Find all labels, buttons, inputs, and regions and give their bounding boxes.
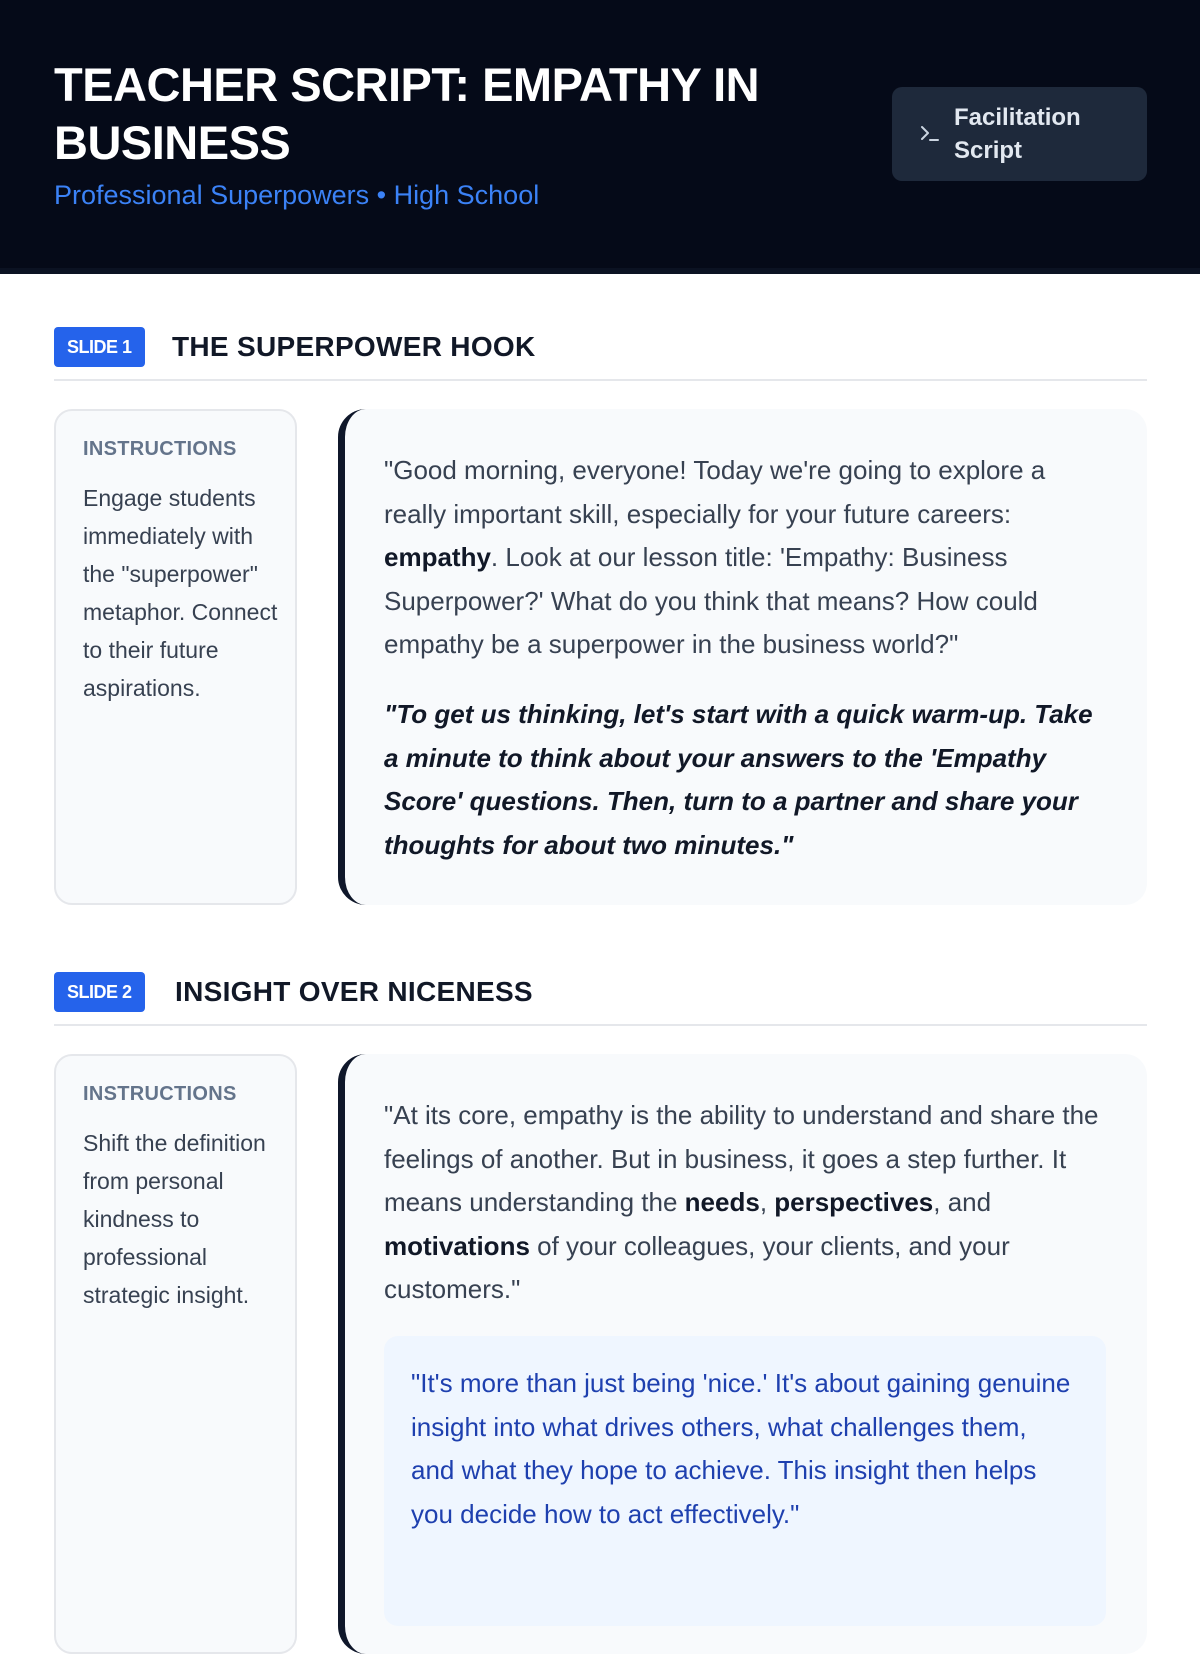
instructions-text: Shift the definition from personal kindness to professional strategic insight.: [83, 1130, 266, 1308]
page-subtitle: Professional Superpowers • High School: [54, 180, 540, 210]
page-title: TEACHER SCRIPT: EMPATHY IN BUSINESS: [54, 58, 760, 169]
terminal-icon: [918, 121, 942, 145]
slide-number-pill: SLIDE 2: [54, 972, 145, 1012]
instructions-text: Engage students immediately with the "superpower" metaphor. Connect to their future aspirations.: [83, 485, 278, 701]
highlight-quote-box: [384, 1336, 1106, 1626]
instructions-card: [54, 1054, 297, 1654]
instructions-label: INSTRUCTIONS: [83, 438, 237, 460]
page-header: [0, 0, 1200, 274]
script-paragraph: "Good morning, everyone! Today we're going to explore a really important skill, especially for your future careers: empathy. Look at our lesson title: 'Empathy: Business Superpower?' What do you think that means? How could empathy be a superpower in the business world?": [384, 455, 1046, 659]
slide-title: INSIGHT OVER NICENESS: [175, 976, 533, 1007]
slide-title: THE SUPERPOWER HOOK: [172, 331, 536, 362]
badge-label: Facilitation Script: [954, 104, 1081, 164]
emphasis-empathy: empathy: [384, 542, 491, 572]
script-card: [338, 409, 1147, 905]
slide-number-pill: SLIDE 1: [54, 327, 145, 367]
script-emphasis: "To get us thinking, let's start with a quick warm-up. Take a minute to think about your answers to the 'Empathy Score' questions. Then, turn to a partner and share your thoughts for about two minutes.": [384, 699, 1093, 860]
instructions-label: INSTRUCTIONS: [83, 1083, 237, 1105]
highlight-quote-text: "It's more than just being 'nice.' It's about gaining genuine insight into what drives others, what challenges them, and what they hope to achieve. This insight then helps you decide how to act effectively.": [411, 1368, 1071, 1529]
slide-2-heading: [54, 972, 1147, 1026]
facilitation-script-badge: [892, 87, 1147, 181]
slide-1-heading: [54, 327, 1147, 381]
script-paragraph: "At its core, empathy is the ability to understand and share the feelings of another. But in business, it goes a step further. It means understanding the needs, perspectives, and motivations of your colleagues, your clients, and your customers.": [384, 1100, 1099, 1304]
script-card: [338, 1054, 1147, 1654]
instructions-card: [54, 409, 297, 905]
